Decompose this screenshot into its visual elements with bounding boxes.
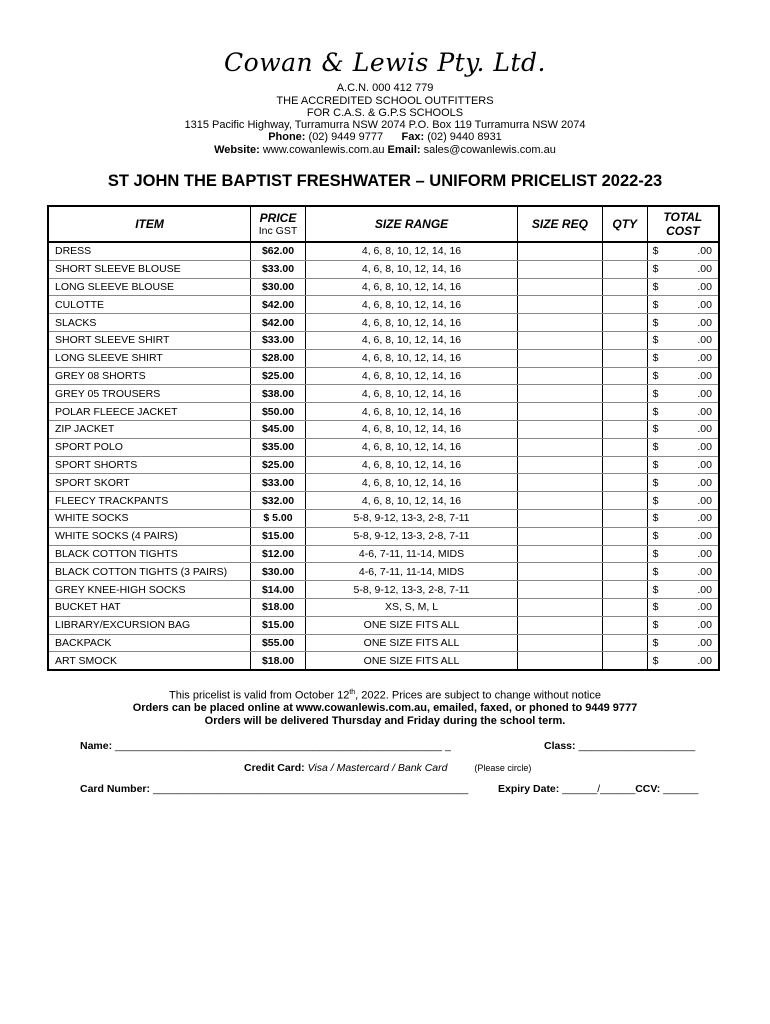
item-size-range: 4, 6, 8, 10, 12, 14, 16 (305, 438, 517, 456)
item-size-range: 4, 6, 8, 10, 12, 14, 16 (305, 367, 517, 385)
ccv-label: CCV: (635, 783, 661, 795)
total-cost-cell[interactable] (647, 563, 719, 581)
card-number-field[interactable] (80, 783, 468, 795)
table-row (48, 367, 719, 385)
size-req-cell[interactable] (518, 367, 603, 385)
table-row (48, 545, 719, 563)
total-dollar: $ (652, 530, 659, 543)
size-req-cell[interactable] (518, 456, 603, 474)
size-req-cell[interactable] (518, 527, 603, 545)
item-size-range: 5-8, 9-12, 13-3, 2-8, 7-11 (305, 581, 517, 599)
total-cents: .00 (697, 583, 712, 596)
total-cents: .00 (697, 441, 712, 454)
address-line: 1315 Pacific Highway, Turramurra NSW 2074 P.O. Box 119 Turramurra NSW 2074 (184, 119, 586, 131)
company-name: Cowan & Lewis Pty. Ltd. (224, 48, 546, 77)
table-row (48, 492, 719, 510)
total-dollar: $ (652, 316, 659, 329)
qty-cell[interactable] (602, 438, 647, 456)
item-size-range: 4-6, 7-11, 11-14, MIDS (305, 563, 517, 581)
item-price: $42.00 (251, 314, 306, 332)
table-row (48, 509, 719, 527)
size-req-cell[interactable] (518, 474, 603, 492)
item-size-range: ONE SIZE FITS ALL (305, 616, 517, 634)
total-cost-cell[interactable] (647, 438, 719, 456)
item-price: $38.00 (251, 385, 306, 403)
item-name: WHITE SOCKS (4 PAIRS) (48, 527, 251, 545)
table-row (48, 598, 719, 616)
qty-cell[interactable] (602, 652, 647, 670)
header-price (251, 206, 306, 242)
credit-options[interactable]: Visa / Mastercard / Bank Card (307, 762, 448, 774)
total-dollar: $ (652, 423, 659, 436)
item-size-range: 4, 6, 8, 10, 12, 14, 16 (305, 349, 517, 367)
item-size-range: ONE SIZE FITS ALL (305, 652, 517, 670)
qty-cell[interactable] (602, 474, 647, 492)
qty-cell[interactable] (602, 581, 647, 599)
total-dollar: $ (652, 369, 659, 382)
email-link[interactable]: sales@cowanlewis.com.au (423, 144, 556, 156)
item-price: $32.00 (251, 492, 306, 510)
qty-cell[interactable] (602, 314, 647, 332)
item-size-range: 4, 6, 8, 10, 12, 14, 16 (305, 242, 517, 260)
item-size-range: 5-8, 9-12, 13-3, 2-8, 7-11 (305, 509, 517, 527)
total-cost-cell[interactable] (647, 598, 719, 616)
size-req-cell[interactable] (518, 260, 603, 278)
item-price: $50.00 (251, 403, 306, 421)
qty-cell[interactable] (602, 420, 647, 438)
item-name: DRESS (48, 242, 251, 260)
qty-cell[interactable] (602, 492, 647, 510)
item-price: $18.00 (251, 598, 306, 616)
qty-cell[interactable] (602, 331, 647, 349)
class-blank[interactable]: ____________________ (578, 740, 696, 752)
size-req-cell[interactable] (518, 349, 603, 367)
table-row (48, 349, 719, 367)
item-name: LONG SLEEVE BLOUSE (48, 278, 251, 296)
size-req-cell[interactable] (518, 278, 603, 296)
qty-cell[interactable] (602, 616, 647, 634)
item-name: GREY 08 SHORTS (48, 367, 251, 385)
header-size-range: SIZE RANGE (305, 206, 517, 242)
total-cents: .00 (697, 423, 712, 436)
phone-label: Phone: (268, 131, 306, 143)
size-req-cell[interactable] (518, 331, 603, 349)
total-cents: .00 (697, 530, 712, 543)
item-size-range: 4, 6, 8, 10, 12, 14, 16 (305, 296, 517, 314)
table-header-row (48, 206, 719, 242)
item-size-range: XS, S, M, L (305, 598, 517, 616)
total-dollar: $ (652, 654, 659, 667)
item-name: ART SMOCK (48, 652, 251, 670)
total-cents: .00 (697, 334, 712, 347)
table-row (48, 260, 719, 278)
qty-cell[interactable] (602, 456, 647, 474)
total-cents: .00 (697, 369, 712, 382)
total-cents: .00 (697, 298, 712, 311)
item-price: $30.00 (251, 278, 306, 296)
size-req-cell[interactable] (518, 581, 603, 599)
card-number-label: Card Number: (80, 783, 151, 795)
table-row (48, 314, 719, 332)
table-row (48, 563, 719, 581)
validity-suffix: , 2022. Prices are subject to change without notice (355, 689, 601, 702)
total-cents: .00 (697, 352, 712, 365)
name-blank[interactable]: ________________________________________________________ _ (115, 740, 451, 752)
item-price: $33.00 (251, 260, 306, 278)
total-cents: .00 (697, 601, 712, 614)
name-field[interactable] (80, 740, 451, 752)
size-req-cell[interactable] (518, 420, 603, 438)
item-size-range: 5-8, 9-12, 13-3, 2-8, 7-11 (305, 527, 517, 545)
schools-line: FOR C.A.S. & G.P.S SCHOOLS (306, 107, 464, 119)
total-cents: .00 (697, 316, 712, 329)
credit-card-field[interactable] (244, 762, 531, 774)
total-cost-cell[interactable] (647, 260, 719, 278)
size-req-cell[interactable] (518, 652, 603, 670)
item-name: BLACK COTTON TIGHTS (3 PAIRS) (48, 563, 251, 581)
total-dollar: $ (652, 636, 659, 649)
total-cost-cell[interactable] (647, 331, 719, 349)
item-size-range: 4, 6, 8, 10, 12, 14, 16 (305, 260, 517, 278)
item-size-range: 4-6, 7-11, 11-14, MIDS (305, 545, 517, 563)
total-cents: .00 (697, 387, 712, 400)
qty-cell[interactable] (602, 545, 647, 563)
item-price: $35.00 (251, 438, 306, 456)
credit-hint: (Please circle) (474, 763, 532, 773)
table-row (48, 331, 719, 349)
total-cost-cell[interactable] (647, 420, 719, 438)
total-cents: .00 (697, 512, 712, 525)
acn: A.C.N. 000 412 779 (336, 82, 434, 94)
qty-cell[interactable] (602, 563, 647, 581)
item-price: $12.00 (251, 545, 306, 563)
size-req-cell[interactable] (518, 509, 603, 527)
total-cents: .00 (697, 245, 712, 258)
item-size-range: ONE SIZE FITS ALL (305, 634, 517, 652)
item-price: $55.00 (251, 634, 306, 652)
item-price: $62.00 (251, 242, 306, 260)
qty-cell[interactable] (602, 634, 647, 652)
total-cents: .00 (697, 654, 712, 667)
table-row (48, 242, 719, 260)
table-row (48, 278, 719, 296)
qty-cell[interactable] (602, 278, 647, 296)
total-dollar: $ (652, 298, 659, 311)
total-cost-cell[interactable] (647, 403, 719, 421)
total-cost-cell[interactable] (647, 616, 719, 634)
total-cost-cell[interactable] (647, 652, 719, 670)
class-field[interactable] (544, 740, 695, 752)
item-name: GREY 05 TROUSERS (48, 385, 251, 403)
total-cents: .00 (697, 405, 712, 418)
item-price: $42.00 (251, 296, 306, 314)
total-cents: .00 (697, 458, 712, 471)
qty-cell[interactable] (602, 509, 647, 527)
item-name: BLACK COTTON TIGHTS (48, 545, 251, 563)
item-size-range: 4, 6, 8, 10, 12, 14, 16 (305, 385, 517, 403)
expiry-label: Expiry Date: (498, 783, 560, 795)
total-dollar: $ (652, 565, 659, 578)
phone-number: (02) 9449 9777 (308, 131, 384, 143)
item-price: $15.00 (251, 616, 306, 634)
total-dollar: $ (652, 352, 659, 365)
item-size-range: 4, 6, 8, 10, 12, 14, 16 (305, 456, 517, 474)
table-row (48, 456, 719, 474)
validity-sup: th (349, 689, 356, 696)
table-row (48, 474, 719, 492)
item-price: $28.00 (251, 349, 306, 367)
total-cost-cell[interactable] (647, 474, 719, 492)
total-cents: .00 (697, 263, 712, 276)
total-dollar: $ (652, 494, 659, 507)
card-number-blank[interactable]: ______________________________________________________ (152, 783, 469, 795)
item-name: SHORT SLEEVE SHIRT (48, 331, 251, 349)
total-cents: .00 (697, 636, 712, 649)
item-price: $45.00 (251, 420, 306, 438)
size-req-cell[interactable] (518, 296, 603, 314)
total-dollar: $ (652, 280, 659, 293)
total-cost-cell[interactable] (647, 349, 719, 367)
header-price-sub: Inc GST (258, 225, 298, 237)
total-dollar: $ (652, 512, 659, 525)
total-dollar: $ (652, 387, 659, 400)
size-req-cell[interactable] (518, 634, 603, 652)
header-qty: QTY (602, 206, 647, 242)
qty-cell[interactable] (602, 242, 647, 260)
item-price: $25.00 (251, 367, 306, 385)
total-dollar: $ (652, 441, 659, 454)
item-name: SPORT POLO (48, 438, 251, 456)
qty-cell[interactable] (602, 367, 647, 385)
header-size-req: SIZE REQ (518, 206, 603, 242)
item-price: $30.00 (251, 563, 306, 581)
item-name: FLEECY TRACKPANTS (48, 492, 251, 510)
item-size-range: 4, 6, 8, 10, 12, 14, 16 (305, 403, 517, 421)
email-label: Email: (387, 144, 421, 156)
item-name: SPORT SHORTS (48, 456, 251, 474)
item-name: SHORT SLEEVE BLOUSE (48, 260, 251, 278)
table-row (48, 438, 719, 456)
total-cost-cell[interactable] (647, 509, 719, 527)
page-title: ST JOHN THE BAPTIST FRESHWATER – UNIFORM PRICELIST 2022-23 (107, 172, 663, 190)
item-name: SPORT SKORT (48, 474, 251, 492)
total-dollar: $ (652, 263, 659, 276)
total-cost-cell[interactable] (647, 242, 719, 260)
item-name: LONG SLEEVE SHIRT (48, 349, 251, 367)
item-size-range: 4, 6, 8, 10, 12, 14, 16 (305, 474, 517, 492)
item-price: $15.00 (251, 527, 306, 545)
class-label: Class: (544, 740, 576, 752)
total-dollar: $ (652, 245, 659, 258)
total-cost-cell[interactable] (647, 545, 719, 563)
total-cents: .00 (697, 619, 712, 632)
total-cost-cell[interactable] (647, 367, 719, 385)
item-name: BACKPACK (48, 634, 251, 652)
qty-cell[interactable] (602, 385, 647, 403)
header-price-label: PRICE (259, 211, 297, 225)
item-size-range: 4, 6, 8, 10, 12, 14, 16 (305, 492, 517, 510)
total-cents: .00 (697, 565, 712, 578)
qty-cell[interactable] (602, 260, 647, 278)
size-req-cell[interactable] (518, 438, 603, 456)
total-dollar: $ (652, 601, 659, 614)
item-price: $33.00 (251, 474, 306, 492)
fax-label: Fax: (401, 131, 425, 143)
total-cents: .00 (697, 547, 712, 560)
table-row (48, 634, 719, 652)
item-price: $25.00 (251, 456, 306, 474)
size-req-cell[interactable] (518, 403, 603, 421)
table-row (48, 581, 719, 599)
qty-cell[interactable] (602, 527, 647, 545)
table-row (48, 385, 719, 403)
item-price: $33.00 (251, 331, 306, 349)
qty-cell[interactable] (602, 349, 647, 367)
tagline: THE ACCREDITED SCHOOL OUTFITTERS (276, 95, 494, 107)
size-req-cell[interactable] (518, 563, 603, 581)
name-label: Name: (80, 740, 113, 752)
total-cost-cell[interactable] (647, 314, 719, 332)
header-item: ITEM (48, 206, 251, 242)
expiry-ccv-field[interactable] (498, 783, 698, 795)
total-cost-cell[interactable] (647, 492, 719, 510)
website-email-line (0, 144, 770, 156)
size-req-cell[interactable] (518, 314, 603, 332)
item-size-range: 4, 6, 8, 10, 12, 14, 16 (305, 331, 517, 349)
validity-prefix: This pricelist is valid from October 12 (168, 689, 350, 702)
item-size-range: 4, 6, 8, 10, 12, 14, 16 (305, 278, 517, 296)
total-dollar: $ (652, 547, 659, 560)
phone-fax-line (0, 131, 770, 143)
qty-cell[interactable] (602, 403, 647, 421)
table-row (48, 527, 719, 545)
website-label: Website: (214, 144, 260, 156)
table-row (48, 420, 719, 438)
total-cost-cell[interactable] (647, 634, 719, 652)
total-dollar: $ (652, 583, 659, 596)
size-req-cell[interactable] (518, 616, 603, 634)
item-name: ZIP JACKET (48, 420, 251, 438)
item-size-range: 4, 6, 8, 10, 12, 14, 16 (305, 420, 517, 438)
credit-label: Credit Card: (244, 762, 305, 774)
item-price: $ 5.00 (251, 509, 306, 527)
total-cents: .00 (697, 494, 712, 507)
item-size-range: 4, 6, 8, 10, 12, 14, 16 (305, 314, 517, 332)
qty-cell[interactable] (602, 598, 647, 616)
ccv-blank[interactable]: ______ (663, 783, 699, 795)
item-name: WHITE SOCKS (48, 509, 251, 527)
table-row (48, 296, 719, 314)
validity-note (0, 689, 770, 702)
item-price: $18.00 (251, 652, 306, 670)
total-cents: .00 (697, 280, 712, 293)
size-req-cell[interactable] (518, 385, 603, 403)
item-name: BUCKET HAT (48, 598, 251, 616)
total-cost-cell[interactable] (647, 581, 719, 599)
table-row (48, 616, 719, 634)
qty-cell[interactable] (602, 296, 647, 314)
total-dollar: $ (652, 619, 659, 632)
total-cost-cell[interactable] (647, 296, 719, 314)
item-name: SLACKS (48, 314, 251, 332)
table-row (48, 403, 719, 421)
expiry-blank[interactable]: ______/______ (562, 783, 636, 795)
total-cost-cell[interactable] (647, 527, 719, 545)
total-dollar: $ (652, 476, 659, 489)
pricelist-table (47, 205, 720, 671)
item-name: POLAR FLEECE JACKET (48, 403, 251, 421)
item-name: LIBRARY/EXCURSION BAG (48, 616, 251, 634)
total-cost-cell[interactable] (647, 278, 719, 296)
delivery-note: Orders will be delivered Thursday and Friday during the school term. (204, 715, 566, 727)
total-dollar: $ (652, 458, 659, 471)
total-cost-cell[interactable] (647, 385, 719, 403)
total-cents: .00 (697, 476, 712, 489)
orders-note: Orders can be placed online at www.cowanlewis.com.au, emailed, faxed, or phoned to 9449 9777 (132, 702, 638, 714)
total-dollar: $ (652, 405, 659, 418)
item-name: GREY KNEE-HIGH SOCKS (48, 581, 251, 599)
total-dollar: $ (652, 334, 659, 347)
total-cost-cell[interactable] (647, 456, 719, 474)
size-req-cell[interactable] (518, 492, 603, 510)
website-link[interactable]: www.cowanlewis.com.au (262, 144, 385, 156)
table-row (48, 652, 719, 670)
item-price: $14.00 (251, 581, 306, 599)
item-name: CULOTTE (48, 296, 251, 314)
size-req-cell[interactable] (518, 242, 603, 260)
fax-number: (02) 9440 8931 (427, 131, 502, 143)
size-req-cell[interactable] (518, 598, 603, 616)
size-req-cell[interactable] (518, 545, 603, 563)
header-total: TOTAL COST (647, 206, 719, 242)
